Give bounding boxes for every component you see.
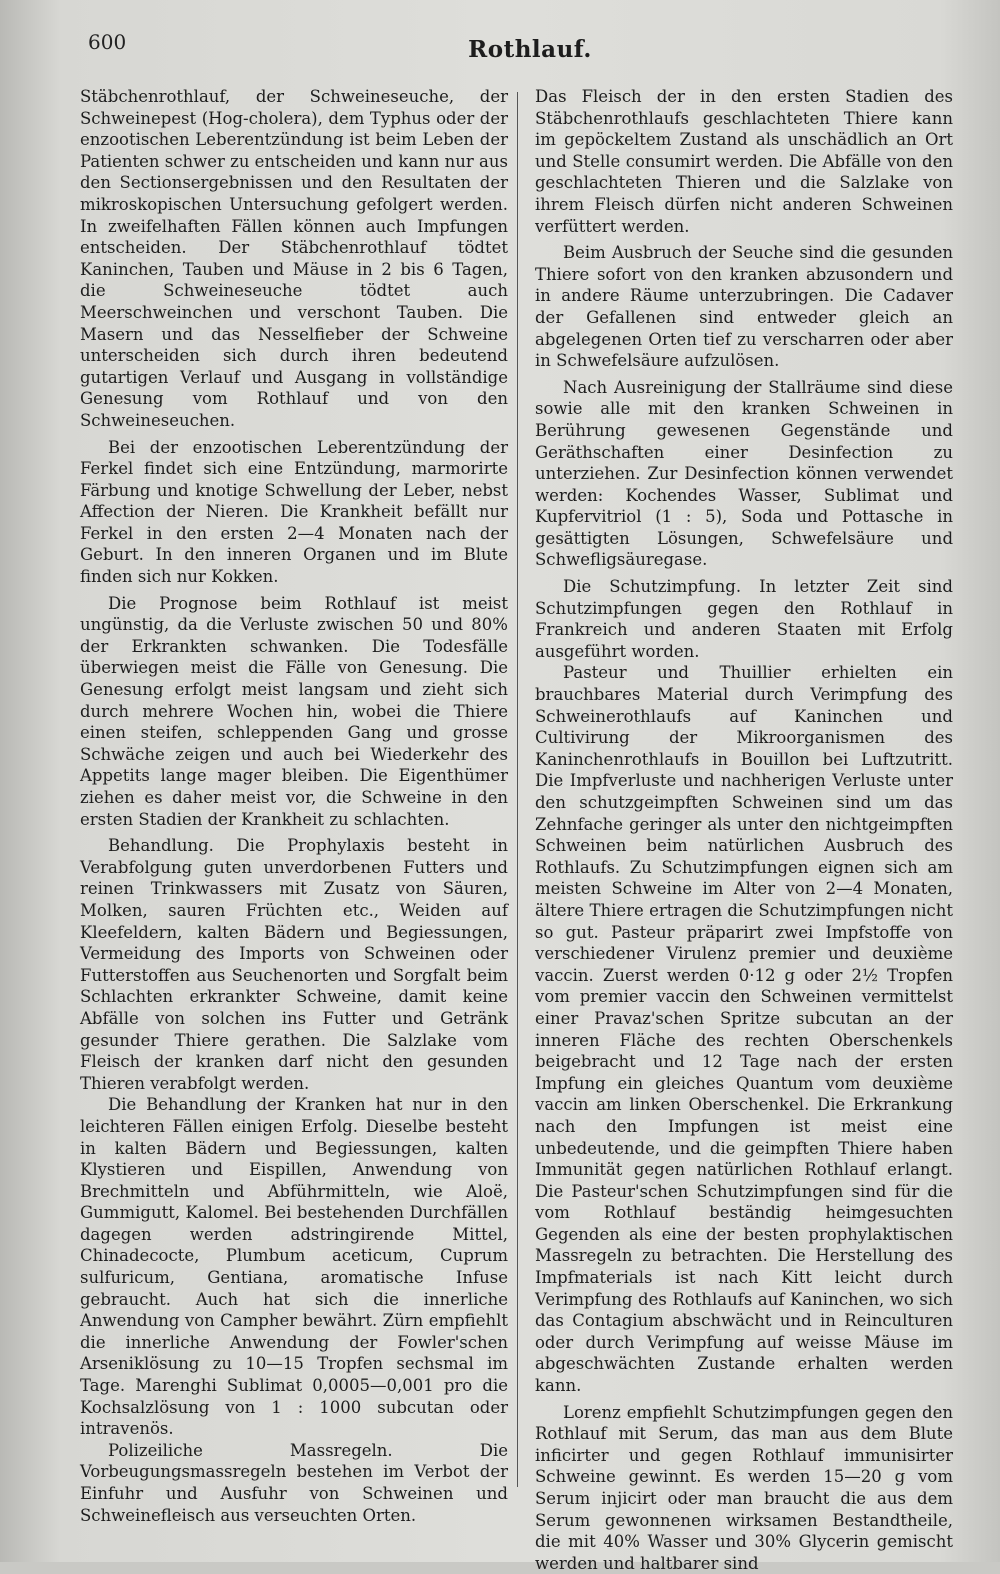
left-paragraph-4: Behandlung. Die Prophylaxis besteht in Verabfolgung guten unverdorbenen Futters und reinen Trinkwassers mit Zusatz von Säuren, Molken, sauren Früchten etc., Weiden auf Kleefeldern, kalten Bädern und Begiessungen, Vermeidung des Imports von Schweinen oder Futterstoffen aus Seuchenorten und Sorgfalt beim Schlachten erkrankter Schweine, damit keine Abfälle von solchen ins Futter und Getränk gesunder Thiere gerathen. Die Salzlake vom Fleisch der kranken darf nicht den gesunden Thieren verabfolgt werden. (80, 836, 508, 1093)
text-columns (80, 86, 960, 1573)
left-paragraph-5: Die Behandlung der Kranken hat nur in den leichteren Fällen einigen Erfolg. Dieselbe besteht in kalten Bädern und Begiessungen, kalten Klystieren und Eispillen, Anwendung von Brechmitteln und Abführmitteln, wie Aloë, Gummigutt, Kalomel. Bei bestehenden Durchfällen dagegen werden adstringirende Mittel, Chinadecocte, Plumbum aceticum, Cuprum sulfuricum, Gentiana, aromatische Infuse gebraucht. Auch hat sich die innerliche Anwendung von Campher bewährt. Zürn empfiehlt die innerliche Anwendung der Fowler'schen Arseniklösung zu 10—15 Tropfen sechsmal im Tage. Marenghi Sublimat 0,0005—0,001 pro die Kochsalzlösung von 1 : 1000 subcutan oder intravenös. (80, 1095, 508, 1439)
right-paragraph-1: Das Fleisch der in den ersten Stadien des Stäbchenrothlaufs geschlachteten Thiere kann im gepöckeltem Zustand als unschädlich an Ort und Stelle consumirt werden. Die Abfälle von den geschlachteten Thieren und die Salzlake von ihrem Fleisch dürfen nicht anderen Schweinen verfüttert werden. (535, 87, 953, 236)
right-column (535, 86, 953, 1573)
left-paragraph-1: Stäbchenrothlauf, der Schweineseuche, der Schweinepest (Hog-cholera), dem Typhus oder der enzootischen Leberentzündung ist beim Leben der Patienten schwer zu entscheiden und kann nur aus den Sectionsergebnissen und den Resultaten der mikroskopischen Untersuchung gefolgert werden. In zweifelhaften Fällen können auch Impfungen entscheiden. Der Stäbchenrothlauf tödtet Kaninchen, Tauben und Mäuse in 2 bis 6 Tagen, die Schweineseuche tödtet auch Meerschweinchen und verschont Tauben. Die Masern und das Nesselfieber der Schweine unterscheiden sich durch ihren bedeutend gutartigen Verlauf und Ausgang in vollständige Genesung vom Rothlauf und von den Schweineseuchen. (80, 87, 508, 430)
right-paragraph-2: Beim Ausbruch der Seuche sind die gesunden Thiere sofort von den kranken abzusondern und in andere Räume unterzubringen. Die Cadaver der Gefallenen sind entweder gleich an abgelegenen Orten tief zu verscharren oder aber in Schwefelsäure aufzulösen. (535, 243, 953, 371)
page-number: 600 (88, 30, 127, 54)
left-paragraph-6: Polizeiliche Massregeln. Die Vorbeugungsmassregeln bestehen im Verbot der Einfuhr und Ausfuhr von Schweinen und Schweinefleisch aus verseuchten Orten. (80, 1440, 508, 1525)
right-paragraph-6: Lorenz empfiehlt Schutzimpfungen gegen den Rothlauf mit Serum, das man aus dem Blute inficirter und gegen Rothlauf immunisirter Schweine gewinnt. Es werden 15—20 g vom Serum injicirt oder man braucht die aus dem Serum gewonnenen wirksamen Bestandtheile, die mit 40% Wasser und 30% Glycerin gemischt werden und haltbarer sind (535, 1402, 953, 1573)
left-paragraph-3: Die Prognose beim Rothlauf ist meist ungünstig, da die Verluste zwischen 50 und 80% der Erkrankten schwanken. Die Todesfälle überwiegen meist die Fälle von Genesung. Die Genesung erfolgt meist langsam und zieht sich durch mehrere Wochen hin, wobei die Thiere einen steifen, schleppenden Gang und grosse Schwäche zeigen und auch bei Wiederkehr des Appetits lange mager bleiben. Die Eigenthümer ziehen es daher meist vor, die Schweine in den ersten Stadien der Krankheit zu schlachten. (80, 593, 508, 829)
left-column (80, 86, 508, 1525)
right-paragraph-3: Nach Ausreinigung der Stallräume sind diese sowie alle mit den kranken Schweinen in Berührung gewesenen Gegenstände und Geräthschaften einer Desinfection zu unterziehen. Zur Desinfection können verwendet werden: Kochendes Wasser, Sublimat und Kupfervitriol (1 : 5), Soda und Pottasche in gesättigten Lösungen, Schwefelsäure und Schwefligsäuregase. (535, 377, 953, 570)
right-paragraph-4: Die Schutzimpfung. In letzter Zeit sind Schutzimpfungen gegen den Rothlauf in Frankreich und anderen Staaten mit Erfolg ausgeführt worden. (535, 577, 953, 661)
right-paragraph-5: Pasteur und Thuillier erhielten ein brauchbares Material durch Verimpfung des Schweinerothlaufs auf Kaninchen und Cultivirung der Mikroorganismen des Kaninchenrothlaufs in Bouillon bei Luftzutritt. Die Impfverluste und nachherigen Verluste unter den schutzgeimpften Schweinen sind um das Zehnfache geringer als unter den nichtgeimpften Schweinen beim natürlichen Ausbruch des Rothlaufs. Zu Schutzimpfungen eignen sich am meisten Schweine im Alter von 2—4 Monaten, ältere Thiere ertragen die Schutzimpfungen nicht so gut. Pasteur präparirt zwei Impfstoffe von verschiedener Virulenz premier und deuxième vaccin. Zuerst werden 0·12 g oder 2½ Tropfen vom premier vaccin den Schweinen vermittelst einer Pravaz'schen Spritze subcutan an der inneren Fläche des rechten Oberschenkels beigebracht und 12 Tage nach der ersten Impfung ein gleiches Quantum vom deuxième vaccin am linken Oberschenkel. Die Erkrankung nach den Impfungen ist meist eine unbedeutende, und die geimpften Thiere haben Immunität gegen natürlichen Rothlauf erlangt. Die Pasteur'schen Schutzimpfungen sind für die vom Rothlauf beständig heimgesuchten Gegenden als eine der besten prophylaktischen Massregeln zu betrachten. Die Herstellung des Impfmaterials ist nach Kitt leicht durch Verimpfung des Rothlaufs auf Kaninchen, wo sich das Contagium abschwächt und in Reinculturen oder durch Verimpfung auf weisse Mäuse im abgeschwächten Zustande erhalten werden kann. (535, 663, 953, 1396)
running-head-title: Rothlauf. (468, 36, 592, 63)
column-divider (517, 92, 518, 1487)
left-paragraph-2: Bei der enzootischen Leberentzündung der Ferkel findet sich eine Entzündung, marmorirte Färbung und knotige Schwellung der Leber, nebst Affection der Nieren. Die Krankheit befällt nur Ferkel in den ersten 2—4 Monaten nach der Geburt. In den inneren Organen und im Blute finden sich nur Kokken. (80, 437, 508, 587)
